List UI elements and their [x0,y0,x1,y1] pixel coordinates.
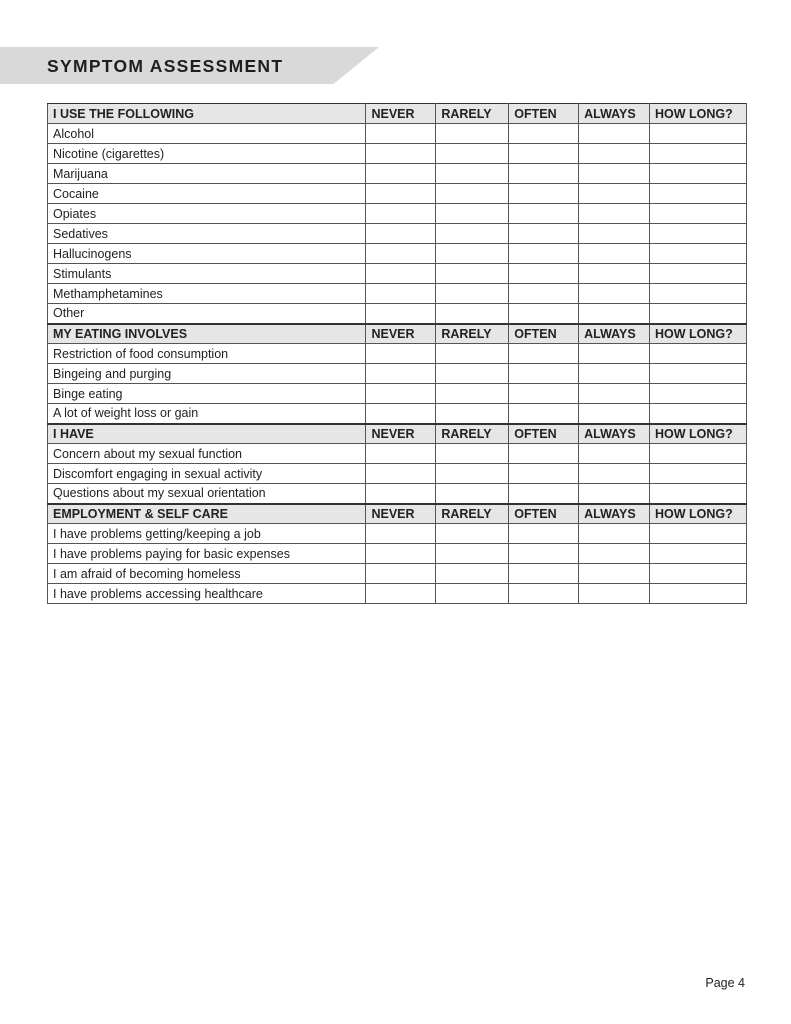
section-heading: I USE THE FOLLOWING [48,104,366,124]
answer-cell[interactable] [579,564,650,584]
item-label: Concern about my sexual function [48,444,366,464]
answer-cell[interactable] [366,304,436,324]
section-header-row [48,504,747,524]
table-row [48,284,747,304]
table-row [48,544,747,564]
item-label: Cocaine [48,184,366,204]
answer-cell[interactable] [579,364,650,384]
answer-cell[interactable] [579,164,650,184]
section-heading: EMPLOYMENT & SELF CARE [48,504,366,524]
answer-cell[interactable] [509,204,579,224]
answer-cell[interactable] [650,384,747,404]
answer-cell[interactable] [509,404,579,424]
answer-cell[interactable] [436,404,509,424]
column-header: ALWAYS [579,504,650,524]
answer-cell[interactable] [579,524,650,544]
item-label: I have problems paying for basic expenses [48,544,366,564]
column-header: HOW LONG? [650,324,747,344]
answer-cell[interactable] [650,204,747,224]
table-row [48,204,747,224]
section-header-row [48,324,747,344]
table-row [48,224,747,244]
answer-cell[interactable] [366,344,436,364]
section-heading: I HAVE [48,424,366,444]
answer-cell[interactable] [366,584,436,604]
answer-cell[interactable] [650,284,747,304]
answer-cell[interactable] [436,304,509,324]
answer-cell[interactable] [650,464,747,484]
column-header: OFTEN [509,424,579,444]
column-header: OFTEN [509,504,579,524]
symptom-table [47,103,747,604]
table-row [48,344,747,364]
answer-cell[interactable] [366,284,436,304]
answer-cell[interactable] [436,384,509,404]
column-header: HOW LONG? [650,104,747,124]
answer-cell[interactable] [366,384,436,404]
answer-cell[interactable] [579,224,650,244]
table-row [48,584,747,604]
answer-cell[interactable] [366,404,436,424]
answer-cell[interactable] [436,204,509,224]
item-label: Alcohol [48,124,366,144]
answer-cell[interactable] [509,524,579,544]
answer-cell[interactable] [650,184,747,204]
item-label: Nicotine (cigarettes) [48,144,366,164]
answer-cell[interactable] [509,224,579,244]
answer-cell[interactable] [650,584,747,604]
column-header: RARELY [436,424,509,444]
answer-cell[interactable] [366,484,436,504]
column-header: NEVER [366,424,436,444]
answer-cell[interactable] [509,464,579,484]
table-row [48,524,747,544]
answer-cell[interactable] [579,244,650,264]
column-header: RARELY [436,104,509,124]
table-row [48,304,747,324]
item-label: Sedatives [48,224,366,244]
answer-cell[interactable] [579,204,650,224]
answer-cell[interactable] [650,304,747,324]
answer-cell[interactable] [509,264,579,284]
column-header: ALWAYS [579,324,650,344]
answer-cell[interactable] [436,524,509,544]
answer-cell[interactable] [436,284,509,304]
answer-cell[interactable] [436,144,509,164]
table-row [48,124,747,144]
answer-cell[interactable] [436,264,509,284]
answer-cell[interactable] [579,584,650,604]
answer-cell[interactable] [650,264,747,284]
column-header: ALWAYS [579,424,650,444]
answer-cell[interactable] [436,364,509,384]
answer-cell[interactable] [579,484,650,504]
answer-cell[interactable] [436,344,509,364]
answer-cell[interactable] [509,384,579,404]
item-label: Questions about my sexual orientation [48,484,366,504]
answer-cell[interactable] [436,584,509,604]
answer-cell[interactable] [509,284,579,304]
answer-cell[interactable] [366,544,436,564]
table-row [48,144,747,164]
table-row [48,484,747,504]
table-row [48,244,747,264]
item-label: Other [48,304,366,324]
answer-cell[interactable] [366,124,436,144]
answer-cell[interactable] [579,124,650,144]
answer-cell[interactable] [650,364,747,384]
section-header-row [48,104,747,124]
column-header: HOW LONG? [650,504,747,524]
answer-cell[interactable] [436,164,509,184]
answer-cell[interactable] [509,304,579,324]
column-header: HOW LONG? [650,424,747,444]
item-label: Marijuana [48,164,366,184]
column-header: NEVER [366,104,436,124]
answer-cell[interactable] [366,244,436,264]
page-title: SYMPTOM ASSESSMENT [47,56,284,76]
answer-cell[interactable] [366,464,436,484]
item-label: A lot of weight loss or gain [48,404,366,424]
item-label: I am afraid of becoming homeless [48,564,366,584]
answer-cell[interactable] [650,344,747,364]
item-label: Bingeing and purging [48,364,366,384]
answer-cell[interactable] [509,484,579,504]
answer-cell[interactable] [579,264,650,284]
item-label: I have problems getting/keeping a job [48,524,366,544]
table-row [48,184,747,204]
answer-cell[interactable] [366,564,436,584]
answer-cell[interactable] [436,444,509,464]
item-label: Binge eating [48,384,366,404]
answer-cell[interactable] [436,124,509,144]
answer-cell[interactable] [436,484,509,504]
column-header: RARELY [436,504,509,524]
answer-cell[interactable] [579,464,650,484]
answer-cell[interactable] [650,444,747,464]
answer-cell[interactable] [436,224,509,244]
answer-cell[interactable] [366,524,436,544]
answer-cell[interactable] [436,244,509,264]
answer-cell[interactable] [509,144,579,164]
answer-cell[interactable] [366,444,436,464]
answer-cell[interactable] [366,164,436,184]
answer-cell[interactable] [366,144,436,164]
answer-cell[interactable] [650,144,747,164]
answer-cell[interactable] [650,244,747,264]
answer-cell[interactable] [650,564,747,584]
answer-cell[interactable] [366,364,436,384]
answer-cell[interactable] [366,224,436,244]
section-heading: MY EATING INVOLVES [48,324,366,344]
table-row [48,384,747,404]
item-label: Opiates [48,204,366,224]
table-row [48,364,747,384]
answer-cell[interactable] [436,184,509,204]
answer-cell[interactable] [579,344,650,364]
answer-cell[interactable] [509,184,579,204]
answer-cell[interactable] [579,404,650,424]
column-header: NEVER [366,504,436,524]
answer-cell[interactable] [509,544,579,564]
column-header: NEVER [366,324,436,344]
answer-cell[interactable] [509,124,579,144]
answer-cell[interactable] [436,464,509,484]
answer-cell[interactable] [366,264,436,284]
answer-cell[interactable] [650,544,747,564]
column-header: RARELY [436,324,509,344]
item-label: Hallucinogens [48,244,366,264]
column-header: OFTEN [509,104,579,124]
answer-cell[interactable] [650,524,747,544]
answer-cell[interactable] [509,364,579,384]
answer-cell[interactable] [366,184,436,204]
table-row [48,164,747,184]
answer-cell[interactable] [650,484,747,504]
table-row [48,564,747,584]
answer-cell[interactable] [436,544,509,564]
column-header: OFTEN [509,324,579,344]
section-header-row [48,424,747,444]
answer-cell[interactable] [650,164,747,184]
answer-cell[interactable] [650,124,747,144]
answer-cell[interactable] [436,564,509,584]
answer-cell[interactable] [366,204,436,224]
answer-cell[interactable] [509,244,579,264]
table-row [48,404,747,424]
item-label: Restriction of food consumption [48,344,366,364]
table-row [48,464,747,484]
item-label: Methamphetamines [48,284,366,304]
column-header: ALWAYS [579,104,650,124]
answer-cell[interactable] [579,284,650,304]
answer-cell[interactable] [579,384,650,404]
answer-cell[interactable] [509,444,579,464]
answer-cell[interactable] [509,344,579,364]
page-number: Page 4 [705,976,745,990]
answer-cell[interactable] [579,304,650,324]
table-row [48,444,747,464]
item-label: I have problems accessing healthcare [48,584,366,604]
answer-cell[interactable] [509,164,579,184]
answer-cell[interactable] [579,184,650,204]
answer-cell[interactable] [650,224,747,244]
answer-cell[interactable] [509,564,579,584]
answer-cell[interactable] [579,544,650,564]
item-label: Stimulants [48,264,366,284]
answer-cell[interactable] [509,584,579,604]
item-label: Discomfort engaging in sexual activity [48,464,366,484]
answer-cell[interactable] [579,444,650,464]
table-row [48,264,747,284]
answer-cell[interactable] [650,404,747,424]
answer-cell[interactable] [579,144,650,164]
